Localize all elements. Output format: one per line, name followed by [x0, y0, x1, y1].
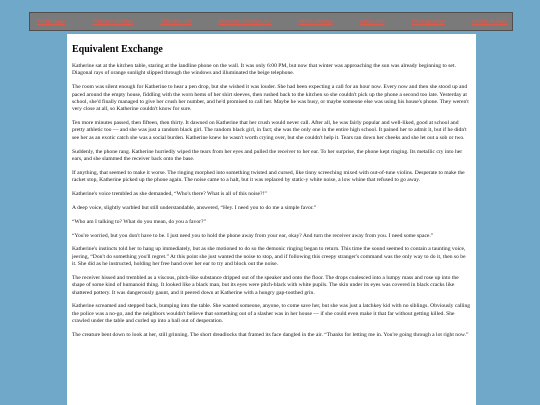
nav-link-flipside-art[interactable]: Flipside Art [160, 18, 192, 25]
story-paragraph: Ten more minutes passed, then fifteen, then thirty. It dawned on Katherine that her crush would never call. After all, he was fairly popular and well-liked, good at school and pretty athletic too — and she was just a random black girl. The random black girl, in fact; she was the only one in the entire high school. It pained her to admit it, but if he didn't see her as an exotic catch she was a social burden. Katherine knew he wasn't worth crying over, but she couldn't help it. Tears ran down her cheeks and she let out a sob or two. [72, 120, 467, 141]
story-paragraph: The receiver hissed and trembled as a viscous, pitch-like substance dripped out of the speaker and onto the floor. The drops coalesced into a lumpy mass and rose up into the shape of some kind of humanoid thing. It looked like a black man, but its eyes were pitch-black with white pupils. The skin under its eyes was covered in black cracks like shattered pottery. It was dangerously gaunt, and it peered down at Katherine with a hungry gap-toothed grin. [72, 274, 459, 296]
story-paragraph: “You're worried, but you don't have to be. I just need you to hold the phone away from your ear, okay? And turn the receiver away from you. I need some space.” [72, 232, 434, 239]
story-paragraph: The creature bent down to look at her, still grinning. The short dreadlocks that framed its face dangled in the air. “Thanks for letting me in. You're going through a lot right now.” [72, 331, 469, 338]
nav-link-photography[interactable]: Photography [411, 18, 445, 25]
nav-link-fanfic-fanart[interactable]: Fanfic/Fanart [471, 18, 507, 25]
story-paragraph: If anything, that seemed to make it worse. The ringing morphed into something twisted and cursed, like tinny screeching mixed with out-of-tune violins. Desperate to make the racket stop, Katherine picked up the phone again. The noise came to a halt, but it was replaced by static-y white noise, a low whine that refused to go away. [72, 169, 465, 184]
story-paragraph: Katherine's instincts told her to hang up immediately, but as she motioned to do so the demonic ringing began to return. This time the sound seemed to contain a taunting voice, jeering, “Don't do something you'll regret.” At this point she just wanted the noise to stop, and if following this creepy stranger's command was the only way to do it, then so be it. She did as he instructed, holding her free hand over her ear to try and block out the noise. [72, 246, 466, 268]
nav-link-flipside-stories[interactable]: Flipside Stories [92, 18, 134, 25]
top-nav-bar [29, 12, 513, 31]
nav-link-misc-stories[interactable]: Misc. Stories [298, 18, 333, 25]
nav-link-front-page[interactable]: Front Page [37, 18, 66, 25]
story-content-panel [67, 34, 476, 405]
story-title: Equivalent Exchange [72, 44, 163, 55]
story-paragraph: Suddenly, the phone rang. Katherine hurriedly wiped the tears from her eyes and pulled the receiver to her ear. To her surprise, the phone kept ringing. Its metallic cry into her ears, and she slammed the receiver back onto the base. [72, 148, 463, 162]
story-paragraph: “Who am I talking to? What do you mean, do you a favor?” [72, 218, 206, 225]
nav-link-modern-fantasy-au[interactable]: Modern Fantasy AU [218, 18, 272, 25]
story-paragraph: The room was silent enough for Katherine to hear a pen drop, but she wished it was louder. She had been expecting a call for an hour now. Every now and then she stood up and paced around the empty house, fiddling with the worn hems of her shirt sleeves, then rushed back to the kitchen so she couldn't pick up the phone a second too late. Yesterday at school, she'd finally managed to give her crush her number, and he'd promised to call her. Maybe he was busy, or maybe someone else was using his house's phone. They weren't very close at all, so Katherine couldn't know for sure. [72, 84, 469, 113]
story-paragraph: Katherine sat at the kitchen table, staring at the landline phone on the wall. It was only 6:00 PM, but now that winter was approaching the sun was already beginning to set. Diagonal rays of orange sunlight slipped through the windows and illuminated the beige telephone. [72, 63, 456, 77]
nav-link-misc-art[interactable]: Misc. Art [359, 18, 385, 25]
story-paragraph: Katherine screamed and stepped back, bumping into the table. She wanted someone, anyone, to come save her, but she was just a latchkey kid with no siblings. Obviously calling the police was a no-go, and the neighbors wouldn't believe that something out of a slasher was in her house — if she could even make it that far without getting killed. She crawled under the table and curled up into a ball out of desperation. [72, 303, 471, 325]
story-paragraph: A deep voice, slightly warbled but still understandable, answered, “Hey. I need you to do me a simple favor.” [72, 204, 317, 211]
story-paragraph: Katherine's voice trembled as she demanded, “Who's there? What is all of this noise?!” [72, 190, 267, 197]
